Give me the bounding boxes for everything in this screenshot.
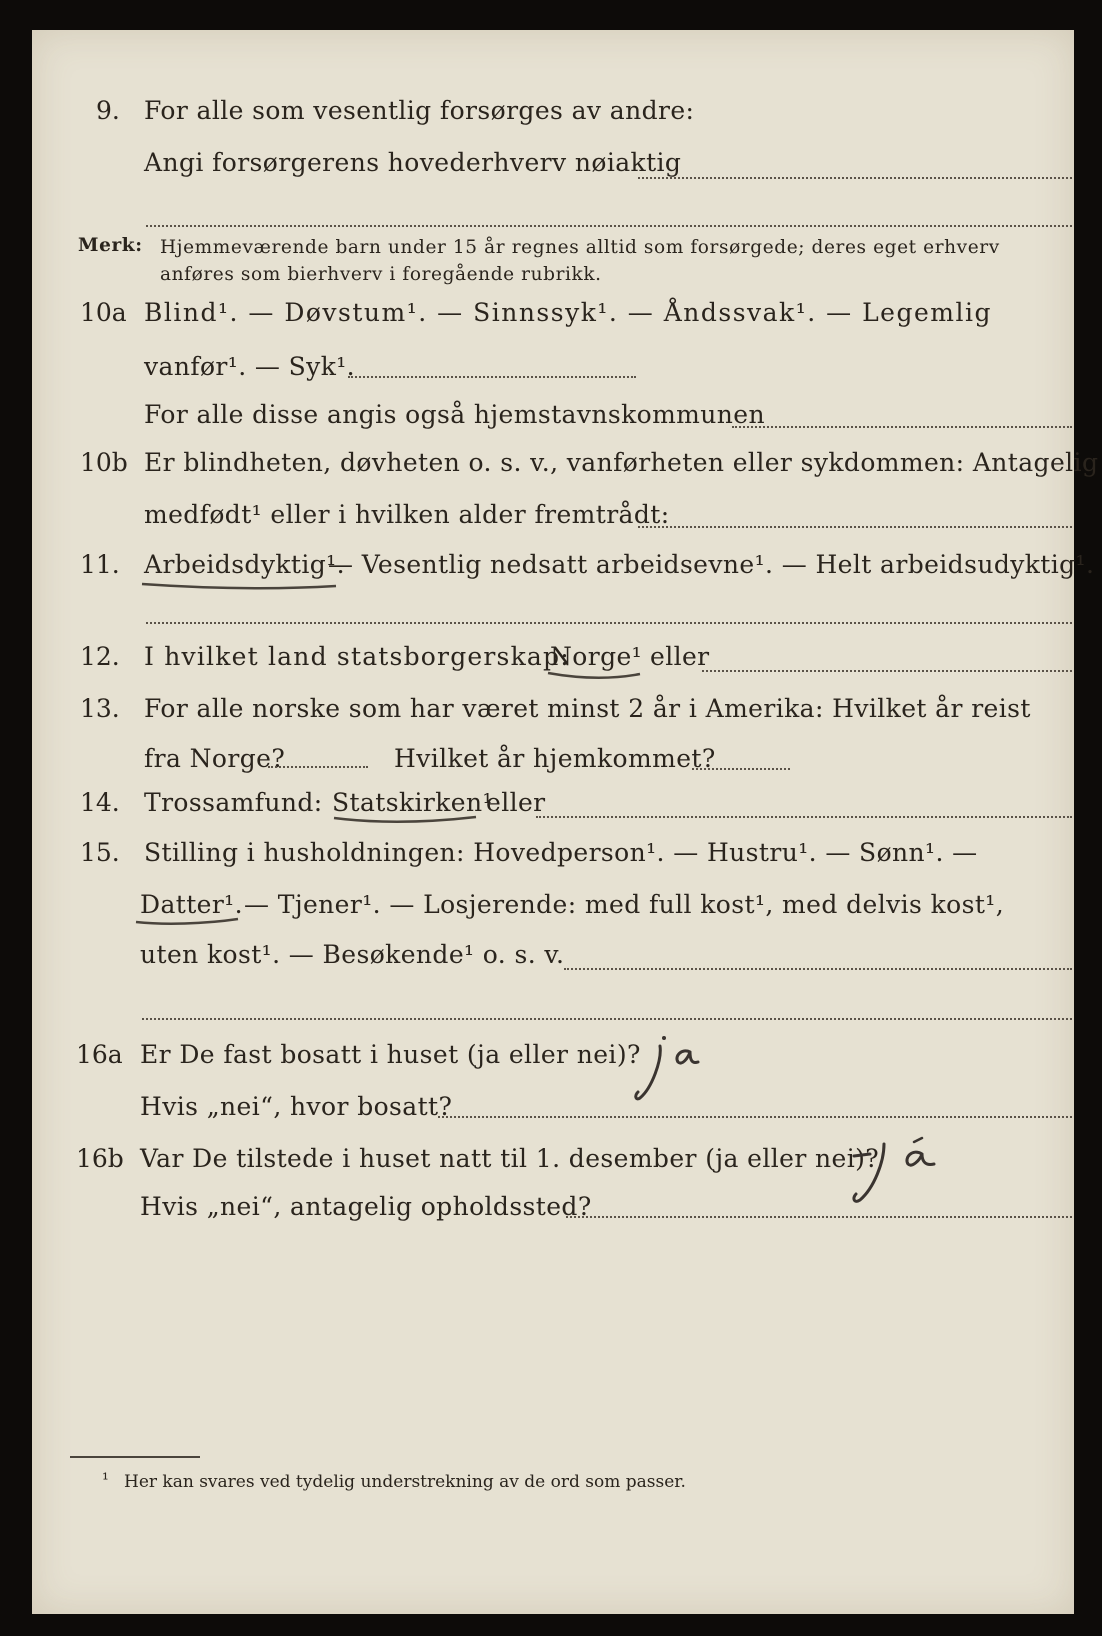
q12-question: I hvilket land statsborgerskap: (144, 642, 570, 671)
q12-norge[interactable]: Norge¹ (550, 642, 643, 671)
q10a-line3: For alle disse angis også hjemstavnskommunen (144, 400, 765, 429)
q13-number: 13. (80, 694, 120, 723)
q11-number: 11. (80, 550, 120, 579)
footnote-rule (70, 1456, 200, 1458)
q15-datter[interactable]: Datter¹. (140, 890, 243, 919)
q15-answer-line[interactable] (564, 968, 1072, 970)
q9-answer-line[interactable] (638, 177, 1072, 179)
q16a-number: 16a (76, 1040, 123, 1069)
q9-line2: Angi forsørgerens hovederhverv nøiaktig (144, 148, 682, 177)
q9-line1: For alle som vesentlig forsørges av andre: (144, 96, 695, 125)
q10a-syk-line[interactable] (348, 376, 636, 378)
q16b-line2: Hvis „nei“, antagelig opholdssted? (140, 1192, 592, 1221)
q10a-hjemstavn-line[interactable] (732, 426, 1072, 428)
q16b-number: 16b (76, 1144, 124, 1173)
footnote-mark: ¹ (102, 1470, 109, 1490)
merk-line2: anføres som bierhverv i foregående rubrikk. (160, 264, 602, 285)
q14-underline-mark (332, 812, 482, 826)
merk-label: Merk: (78, 235, 143, 256)
q14-answer-line[interactable] (536, 816, 1072, 818)
q15-line2: — Tjener¹. — Losjerende: med full kost¹, med delvis kost¹, (244, 890, 1005, 919)
q13-line2b: Hvilket år hjemkommet? (394, 744, 716, 773)
q13-line2a: fra Norge? (144, 744, 286, 773)
footnote-text: Her kan svares ved tydelig understrekning av de ord som passer. (124, 1472, 686, 1492)
q16b-handwritten-ja-icon (844, 1130, 954, 1210)
q12-underline-mark (546, 668, 646, 682)
q11-answer-line[interactable] (146, 622, 1072, 624)
q11-rest: — Vesentlig nedsatt arbeidsevne¹. — Helt arbeidsudyktig¹. (328, 550, 1095, 579)
q16a-handwritten-ja-icon (632, 1030, 722, 1110)
q14-label: Trossamfund: (144, 788, 323, 817)
q15-answer-line-2[interactable] (142, 1018, 1072, 1020)
q12-eller: eller (650, 642, 710, 671)
q10a-number: 10a (80, 298, 127, 327)
census-form-page (32, 30, 1099, 1614)
q15-line3: uten kost¹. — Besøkende¹ o. s. v. (140, 940, 565, 969)
q16b-answer-ja[interactable] (844, 1130, 954, 1210)
q13-line1: For alle norske som har været minst 2 år i Amerika: Hvilket år reist (144, 694, 1031, 723)
q10b-number: 10b (80, 448, 128, 477)
q15-line1: Stilling i husholdningen: Hovedperson¹. — Hustru¹. — Sønn¹. — (144, 838, 978, 867)
q15-number: 15. (80, 838, 120, 867)
q12-answer-line[interactable] (702, 670, 1072, 672)
q16a-bosatt-line[interactable] (438, 1116, 1072, 1118)
q10b-answer-line[interactable] (638, 526, 1072, 528)
merk-line1: Hjemmeværende barn under 15 år regnes alltid som forsørgede; deres eget erhverv (160, 237, 1000, 258)
q9-number: 9. (96, 96, 120, 125)
q13-reist-line[interactable] (268, 766, 368, 768)
q16b-opholdssted-line[interactable] (566, 1216, 1072, 1218)
q16a-answer-ja[interactable] (632, 1030, 722, 1110)
q16a-line2: Hvis „nei“, hvor bosatt? (140, 1092, 453, 1121)
q12-number: 12. (80, 642, 120, 671)
q13-hjemkommet-line[interactable] (692, 768, 790, 770)
q11-underline-mark (140, 578, 340, 592)
q14-number: 14. (80, 788, 120, 817)
q16a-line1: Er De fast bosatt i huset (ja eller nei)? (140, 1040, 641, 1069)
q11-arbeidsdyktig[interactable]: Arbeidsdyktig¹. (144, 550, 345, 579)
q10b-line2: medfødt¹ eller i hvilken alder fremtrådt: (144, 500, 670, 529)
q10b-line1: Er blindheten, døvheten o. s. v., vanførheten eller sykdommen: Antagelig (144, 448, 1099, 477)
q10a-line2: vanfør¹. — Syk¹. (144, 352, 356, 381)
q9-answer-line-2[interactable] (146, 225, 1072, 227)
q14-eller: eller (486, 788, 546, 817)
q16b-line1: Var De tilstede i huset natt til 1. desember (ja eller nei)? (140, 1144, 880, 1173)
q15-underline-mark (134, 914, 244, 928)
q10a-line1: Blind¹. — Døvstum¹. — Sinnssyk¹. — Åndssvak¹. — Legemlig (144, 298, 992, 327)
q14-statskirken[interactable]: Statskirken¹ (332, 788, 493, 817)
